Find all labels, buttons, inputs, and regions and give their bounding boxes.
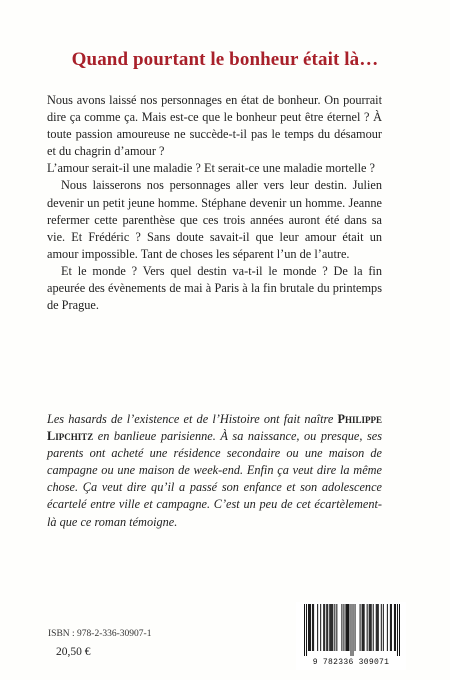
barcode-bar (377, 604, 378, 651)
barcode-bar (341, 604, 342, 651)
barcode-bar (360, 604, 361, 651)
barcode-bar (317, 604, 318, 651)
barcode-bar (378, 604, 379, 651)
bio-text-end: en banlieue parisienne. À sa naissance, ou presque, ses parents ont acheté une résidence secondaire ou une maison de campagne ou une maison de week-end. Enfin ça veut dire la même chose. Ça veut dire qu’il a passé son enfance et son adolescence écartelé entre ville et campagne. C’est un peu de cet écartèlement-là que ce roman témoigne. (47, 429, 382, 529)
price: 20,50 € (56, 646, 91, 658)
barcode-bar (336, 604, 337, 651)
barcode-bar (399, 604, 400, 656)
barcode-bar (395, 604, 396, 651)
barcode-bar (345, 604, 346, 651)
barcode-icon (304, 604, 400, 656)
bio-text-start: Les hasards de l’existence et de l’Histoire ont fait naître (47, 412, 338, 426)
barcode-bar (347, 604, 348, 651)
barcode-bar (329, 604, 330, 651)
barcode-bar (304, 604, 305, 656)
barcode-bar (306, 604, 307, 656)
barcode-bar (327, 604, 328, 651)
barcode-bar (376, 604, 377, 651)
barcode-bar (350, 604, 351, 656)
barcode-bar (397, 604, 398, 656)
barcode-bar (371, 604, 372, 651)
barcode-bar (309, 604, 310, 651)
barcode-bar (373, 604, 374, 651)
synopsis (47, 92, 382, 314)
barcode-bar (313, 604, 314, 651)
barcode-bar (320, 604, 321, 651)
barcode-bar (394, 604, 395, 651)
barcode-bar (381, 604, 382, 651)
barcode-bar (324, 604, 325, 651)
barcode-bar (363, 604, 364, 651)
barcode-bar (353, 604, 354, 656)
barcode-bar (391, 604, 392, 651)
barcode-bar (367, 604, 368, 651)
barcode-bar (369, 604, 370, 651)
barcode-bar (343, 604, 344, 651)
synopsis-paragraph: Nous avons laissé nos personnages en état de bonheur. On pourrait dire ça comme ça. Mais est-ce que le bonheur peut être éternel ? À toute passion amoureuse ne succède-t-il pas le temps du désamour et du chagrin d’amour ? (47, 93, 382, 159)
barcode-bar (370, 604, 371, 651)
barcode-bar (364, 604, 365, 651)
barcode-bar (362, 604, 363, 651)
isbn: ISBN : 978-2-336-30907-1 (48, 629, 152, 639)
barcode-bar (312, 604, 313, 651)
synopsis-paragraph: Nous laisserons nos personnages aller vers leur destin. Julien devenir un petit jeune homme. Stéphane devenir un homme. Jeanne refermer cette parenthèse que ces trois années auront été dans sa vie. Et Frédéric ? Sans doute savait-il que leur amour était un amour impossible. Tant de choses les séparent l’un de l’autre. (47, 178, 382, 261)
barcode-bar (323, 604, 324, 651)
barcode-bar (387, 604, 388, 651)
barcode-bar (348, 604, 349, 651)
barcode-label (296, 602, 406, 670)
barcode-digits: 9 782336 309071 (312, 658, 390, 667)
barcode-bar (326, 604, 327, 651)
barcode-bar (334, 604, 335, 651)
book-title: Quand pourtant le bonheur était là… (71, 49, 379, 70)
synopsis-paragraph: L’amour serait-il une maladie ? Et serait-ce une maladie mortelle ? (47, 161, 375, 176)
barcode-bar (308, 604, 309, 651)
barcode-bar (310, 604, 311, 651)
synopsis-paragraph: Et le monde ? Vers quel destin va-t-il le monde ? De la fin apeurée des évènements de mai à Paris à la fin brutale du printemps de Prague. (47, 263, 382, 313)
author-bio (47, 411, 382, 531)
barcode-bar (330, 604, 331, 651)
author-name: Philippe Lipchitz (47, 412, 382, 444)
barcode-bar (332, 604, 333, 651)
barcode-bar (390, 604, 391, 651)
barcode-bar (355, 604, 356, 651)
barcode-bar (346, 604, 347, 651)
barcode-bar (383, 604, 384, 651)
barcode-bar (331, 604, 332, 651)
